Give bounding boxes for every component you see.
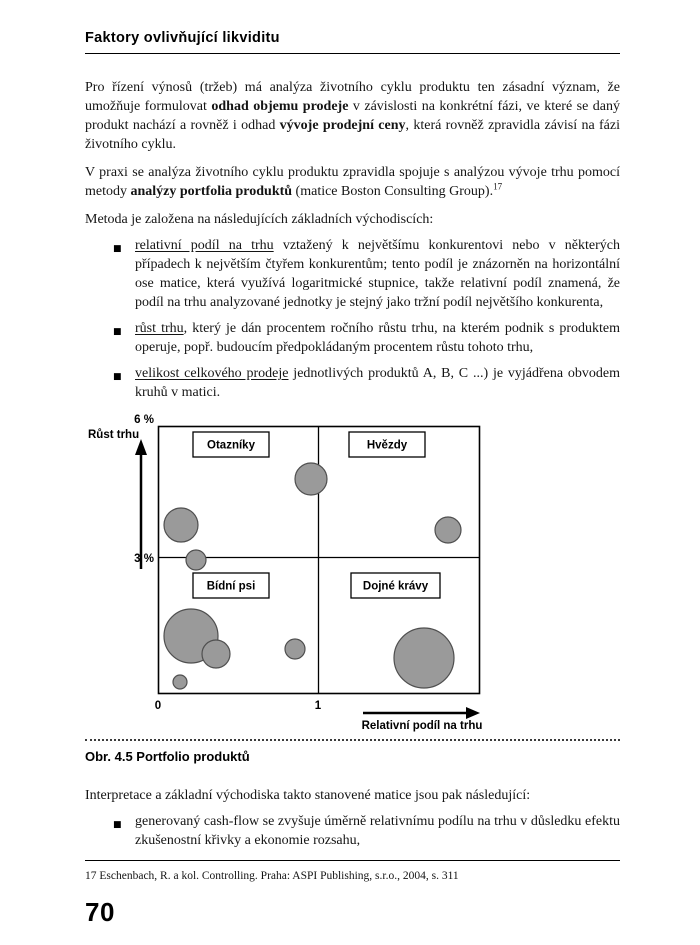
header-rule — [85, 53, 620, 54]
portfolio-bubble — [186, 550, 206, 570]
portfolio-bubble — [295, 463, 327, 495]
text-segment: , která rovněž zpravidla závisí na fázi životního cyklu. — [85, 118, 620, 152]
text-segment: generovaný cash-flow se zvyšuje úměrně relativnímu podílu na trhu v důsledku efektu zkušenostní křivky a ekonomie rozsahu, — [135, 814, 620, 848]
figure-separator — [85, 739, 620, 741]
paragraph-basis: Metoda je založena na následujících základních východiscích: — [85, 212, 434, 227]
x-axis-label: Relativní podíl na trhu — [361, 720, 483, 732]
quadrant-label-text: Bídní psi — [206, 580, 256, 593]
underlined-phrase: relativní podíl na trhu — [135, 238, 274, 253]
x-axis-arrow-head — [466, 707, 480, 719]
bullet-item-total-sales — [85, 364, 620, 402]
quadrant-label-stars — [349, 432, 425, 457]
text-segment: , který je dán procentem ročního růstu trhu, na kterém podnik s produktem operuje, popř. budoucím předpokládaným procentem růstu tohoto trhu, — [135, 321, 620, 355]
bold-phrase-sales-volume: odhad objemu prodeje — [211, 99, 349, 114]
x-origin-tick: 0 — [154, 700, 162, 712]
underlined-phrase: růst trhu — [135, 321, 184, 336]
y-axis-top-tick: 6 % — [134, 414, 154, 426]
footnote-rule — [85, 860, 620, 861]
quadrant-label-question-marks — [193, 432, 269, 457]
text-segment: vztažený k největšímu konkurentovi nebo v některých případech k největším čtyřem konkurentům; tento podíl je znázorněn na horizontální ose matice, která využívá logaritmické stupnice, takže relativní podíl znamená, že podíl na trhu analyzované jednotky je stejný jako tržní podíl největšího konkurenta, — [135, 238, 620, 310]
square-bullet-icon: ■ — [113, 372, 122, 382]
quadrant-label-text: Otazníky — [207, 439, 255, 452]
text-segment: v závislosti na konkrétní fázi, ve které se daný produkt nachází a rovněž i odhad — [85, 99, 620, 133]
bullet-item-cash-flow — [85, 812, 620, 850]
square-bullet-icon: ■ — [113, 820, 122, 830]
content-column — [85, 30, 620, 850]
text-segment: V praxi se analýza životního cyklu produktu zpravidla spojuje s analýzou vývoje trhu pomocí metody — [85, 165, 620, 199]
paragraph-method — [85, 163, 620, 201]
portfolio-bubble — [202, 640, 230, 668]
y-axis-label: Růst trhu — [88, 429, 140, 441]
portfolio-bubble — [285, 639, 305, 659]
quadrant-label-cash-cows — [351, 573, 440, 598]
y-axis-arrow-head — [135, 439, 147, 455]
bullet-list-interpretation — [85, 812, 620, 850]
footnote: 17 Eschenbach, R. a kol. Controlling. Praha: ASPI Publishing, s.r.o., 2004, s. 311 — [85, 870, 459, 882]
portfolio-bubble — [394, 628, 454, 688]
bold-phrase-portfolio-analysis: analýzy portfolia produktů — [130, 184, 293, 199]
quadrant-label-text: Dojné krávy — [362, 580, 429, 593]
quadrant-label-dogs — [193, 573, 269, 598]
text-segment: Pro řízení výnosů (tržeb) má analýza životního cyklu produktu ten zásadní význam, že umožňuje formulovat — [85, 80, 620, 114]
figure-caption: Obr. 4.5 Portfolio produktů — [85, 749, 250, 764]
square-bullet-icon: ■ — [113, 244, 122, 254]
bullet-item-market-growth — [85, 319, 620, 357]
paragraph-interpretation: Interpretace a základní východiska takto stanovené matice jsou pak následující: — [85, 788, 531, 803]
portfolio-bubble — [164, 508, 198, 542]
bullet-list — [85, 236, 620, 402]
bcg-matrix-figure — [85, 412, 620, 734]
square-bullet-icon: ■ — [113, 327, 122, 337]
text-segment: (matice Boston Consulting Group). — [292, 184, 494, 199]
bullet-item-relative-share — [85, 236, 620, 312]
underlined-phrase: velikost celkového prodeje — [135, 366, 289, 381]
page-header-title: Faktory ovlivňující likviditu — [85, 30, 280, 46]
text-segment: jednotlivých produktů A, B, C ...) je vyjádřena obvodem kruhů v matici. — [135, 366, 620, 400]
bold-phrase-price-development: vývoje prodejní ceny — [279, 118, 406, 133]
portfolio-bubble — [173, 675, 187, 689]
y-axis-mid-tick: 3 % — [134, 553, 154, 565]
footnote-reference: 17 — [493, 181, 503, 192]
page-number: 70 — [85, 897, 115, 927]
x-mid-tick: 1 — [314, 700, 322, 712]
paragraph-intro — [85, 78, 620, 154]
footnote-area — [85, 860, 620, 883]
quadrant-label-text: Hvězdy — [366, 439, 408, 452]
portfolio-bubble — [435, 517, 461, 543]
